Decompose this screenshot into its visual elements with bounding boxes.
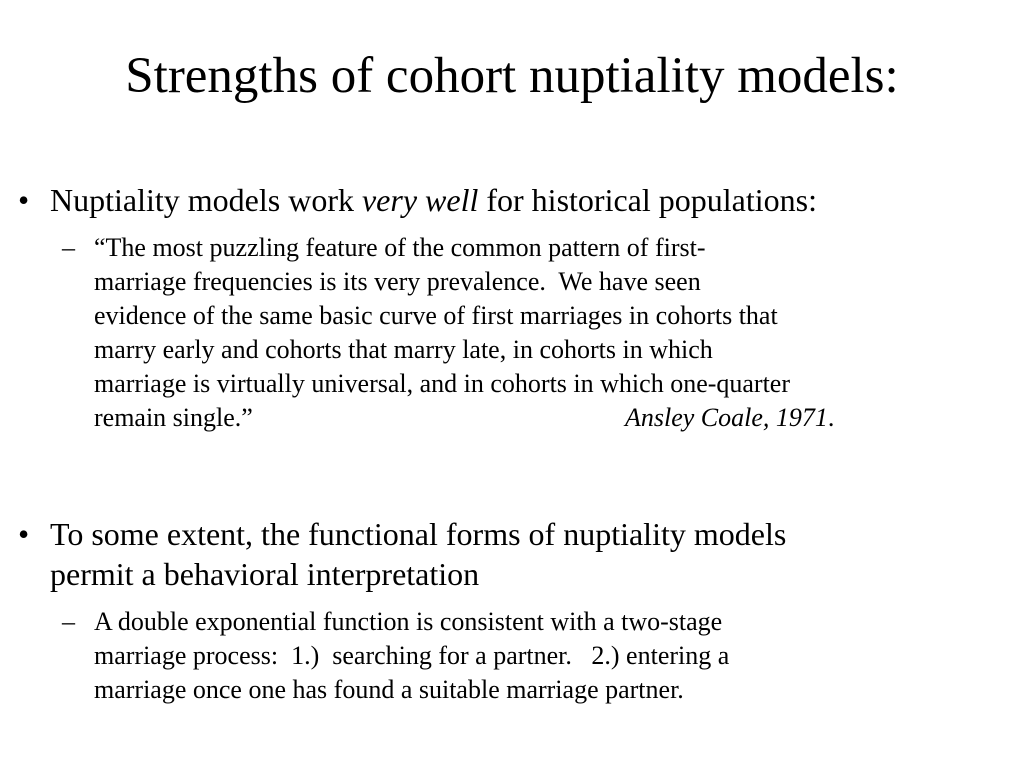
attribution-author: Ansley Coale, 1971: [625, 403, 828, 432]
bullet-marker: •: [18, 516, 30, 552]
slide-title: Strengths of cohort nuptiality models:: [125, 48, 899, 104]
attribution-period: .: [827, 403, 835, 432]
explanation-text: [94, 605, 1014, 707]
quote-line: marriage frequencies is its very prevalence. We have seen: [94, 267, 701, 296]
bullet-1-emphasis: very well: [361, 182, 479, 218]
bullet-2-text: [50, 514, 1010, 594]
explanation-line: marriage once one has found a suitable marriage partner.: [94, 675, 684, 704]
bullet-2-line: To some extent, the functional forms of nuptiality models: [50, 516, 787, 552]
explanation-line: marriage process: 1.) searching for a partner. 2.) entering a: [94, 641, 730, 670]
quote-closing: remain single.”: [94, 403, 253, 432]
explanation-line: A double exponential function is consistent with a two-stage: [94, 607, 723, 636]
quote-line: marriage is virtually universal, and in cohorts in which one-quarter: [94, 369, 791, 398]
sub-bullet-marker: –: [62, 233, 75, 262]
bullet-1-text-start: Nuptiality models work: [50, 182, 362, 218]
bullet-2-line: permit a behavioral interpretation: [50, 556, 480, 592]
bullet-1-text-end: for historical populations:: [478, 182, 817, 218]
bullet-marker: •: [18, 182, 30, 218]
quote-text: [94, 231, 1014, 435]
quote-attribution: [625, 401, 834, 435]
quote-line: “The most puzzling feature of the common pattern of first-: [94, 233, 706, 262]
quote-last-line: [94, 401, 1014, 435]
quote-line: marry early and cohorts that marry late, in cohorts in which: [94, 335, 713, 364]
sub-bullet-marker: –: [62, 607, 75, 636]
quote-line: evidence of the same basic curve of first marriages in cohorts that: [94, 301, 778, 330]
bullet-1-text: [50, 180, 1010, 220]
